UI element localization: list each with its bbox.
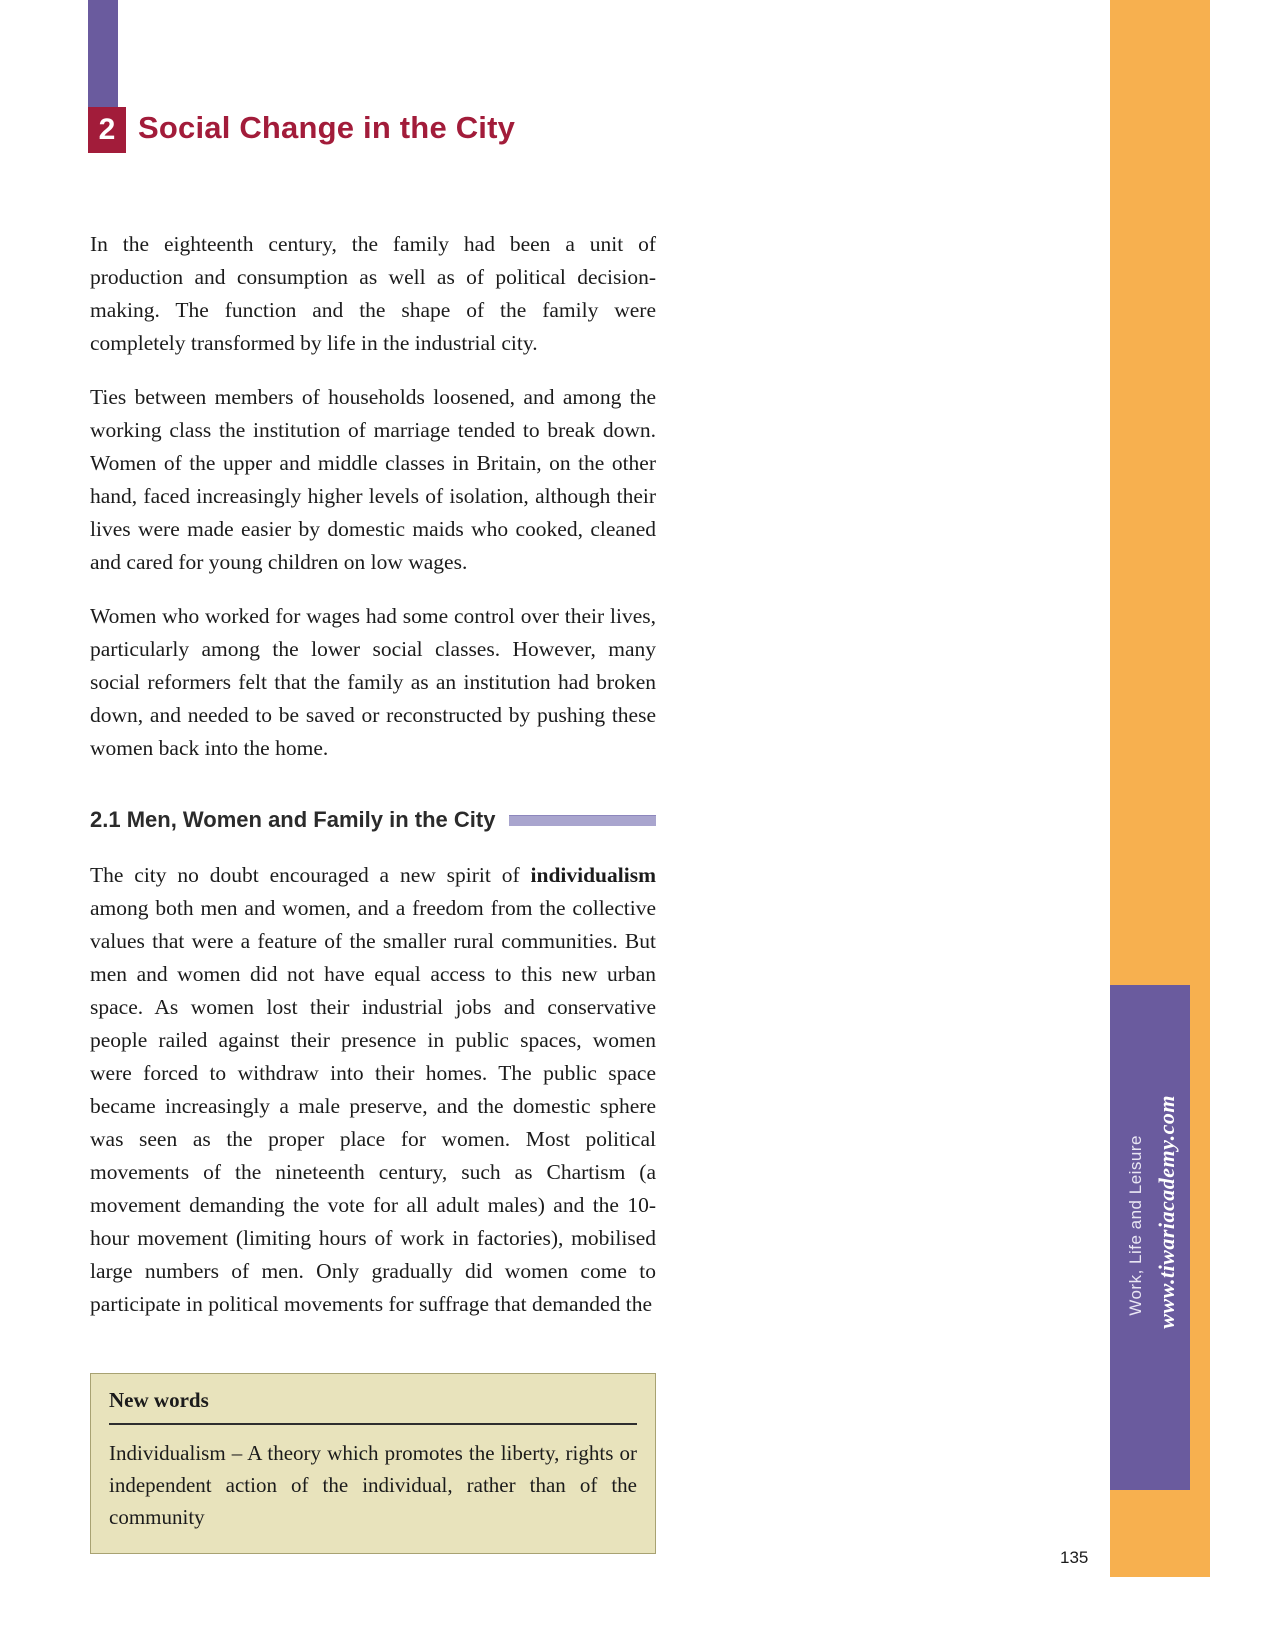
sidebar-section-label: Work, Life and Leisure <box>1126 1135 1145 1316</box>
paragraph-1: In the eighteenth century, the family had been a unit of production and consumption as well as of political decision-making. The function and the shape of the family were completely transformed by life in the industrial city. <box>90 232 656 355</box>
paragraph-4 <box>90 859 656 1321</box>
paragraph-text: among both men and women, and a freedom from the collective values that were a feature of the smaller rural communities. But men and women did not have equal access to this new urban space. As women lost their industrial jobs and conservative people railed against their presence in public spaces, women were forced to withdraw into their homes. The public space became increasingly a male preserve, and the domestic sphere was seen as the proper place for women. Most political movements of the nineteenth century, such as Chartism (a movement demanding the vote for all adult males) and the 10-hour movement (limiting hours of work in factories), mobilised large numbers of men. Only gradually did women come to participate in political movements for suffrage that demanded the <box>90 896 656 1316</box>
section-heading-text: 2.1 Men, Women and Family in the City <box>90 807 496 832</box>
sidebar-watermark-url: www.tiwariacademy.com <box>1154 1095 1179 1329</box>
paragraph-text: The city no doubt encouraged a new spirit of <box>90 863 531 887</box>
paragraph-2: Ties between members of households loosened, and among the working class the institution of marriage tended to break down. Women of the upper and middle classes in Britain, on the other hand, faced increasingly higher levels of isolation, although their lives were made easier by domestic maids who cooked, cleaned and cared for young children on low wages. <box>90 385 656 574</box>
section-heading-rule <box>509 815 656 826</box>
new-words-definition: Individualism – A theory which promotes the liberty, rights or independent action of the individual, rather than of the community <box>109 1441 637 1529</box>
page-number: 135 <box>1060 1548 1089 1567</box>
chapter-title: Social Change in the City <box>138 110 516 145</box>
chapter-accent-bar <box>88 0 118 108</box>
new-words-title: New words <box>109 1388 637 1425</box>
paragraph-3: Women who worked for wages had some control over their lives, particularly among the lower social classes. However, many social reformers felt that the family as an institution had broken down, and needed to be saved or reconstructed by pushing these women back into the home. <box>90 604 656 760</box>
keyword-individualism: individualism <box>530 863 656 887</box>
main-content <box>90 228 656 1554</box>
chapter-number: 2 <box>88 107 126 153</box>
new-words-box <box>90 1373 656 1554</box>
section-heading <box>90 807 656 833</box>
